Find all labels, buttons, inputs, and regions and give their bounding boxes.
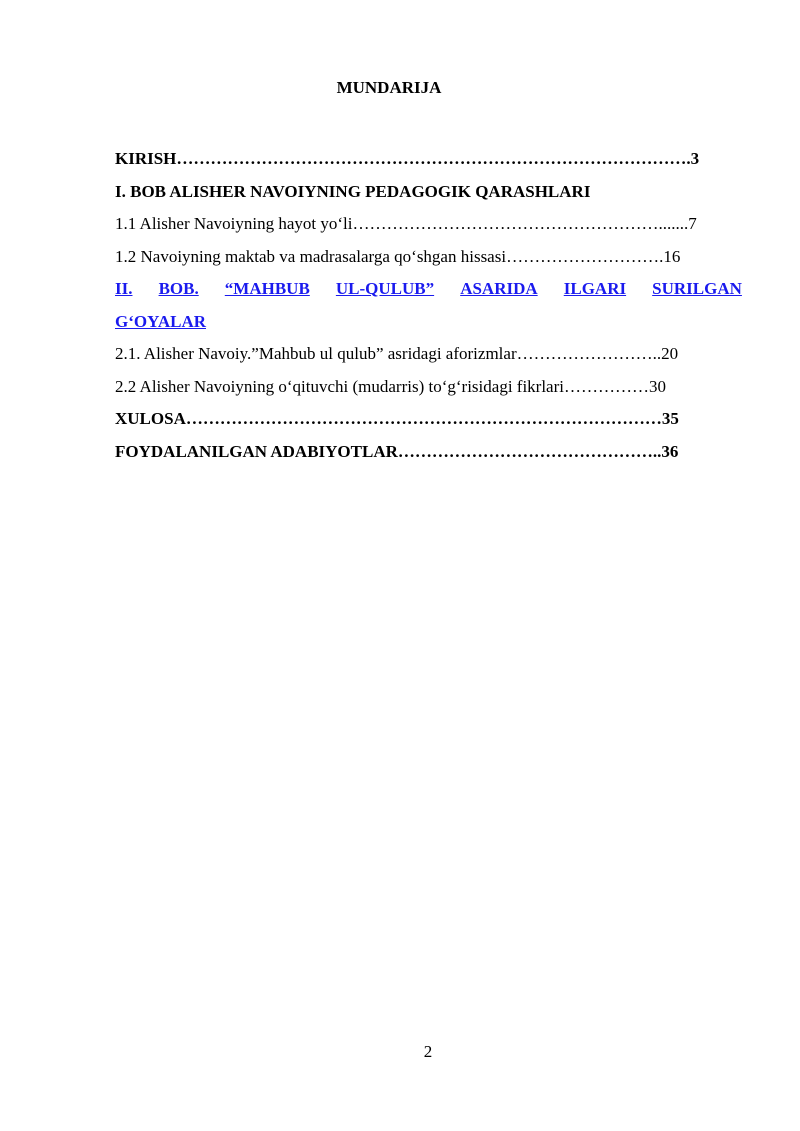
toc-entry-chapter-1[interactable]: I. BOB ALISHER NAVOIYNING PEDAGOGIK QARASHLARI (115, 181, 591, 201)
toc-link-chapter-2-continued[interactable]: G‘OYALAR (115, 311, 206, 331)
table-of-contents (115, 143, 742, 468)
document-title: MUNDARIJA (336, 78, 442, 97)
toc-entry-1-1[interactable]: 1.1 Alisher Navoiyning hayot yo‘li……………………………………………….......7 (115, 214, 697, 233)
toc-link-word[interactable]: II. (115, 279, 133, 298)
page-number: 2 (423, 1042, 433, 1061)
toc-entry-bibliography[interactable]: FOYDALANILGAN ADABIYOTLAR………………………………………..36 (115, 441, 679, 461)
toc-link-word[interactable]: BOB. (158, 279, 199, 298)
toc-entry-kirish[interactable]: KIRISH……………………………………………………………………………….3 (115, 149, 700, 168)
toc-link-word[interactable]: ILGARI (563, 279, 627, 298)
toc-entry-xulosa[interactable]: XULOSA…………………………………………………………………………35 (115, 409, 679, 428)
toc-link-word[interactable]: ASARIDA (460, 279, 538, 298)
toc-entry-2-2[interactable]: 2.2 Alisher Navoiyning o‘qituvchi (mudarris) to‘g‘risidagi fikrlari……………30 (115, 376, 666, 396)
toc-link-word[interactable]: “MAHBUB (224, 279, 310, 298)
toc-link-chapter-2[interactable] (115, 273, 742, 306)
toc-link-word[interactable]: SURILGAN (652, 279, 742, 298)
toc-link-word[interactable]: UL-QULUB” (335, 279, 435, 298)
toc-entry-2-1[interactable]: 2.1. Alisher Navoiy.”Mahbub ul qulub” asridagi aforizmlar……………………..20 (115, 344, 679, 363)
toc-entry-1-2[interactable]: 1.2 Navoiyning maktab va madrasalarga qo‘shgan hissasi……………………….16 (115, 246, 681, 266)
